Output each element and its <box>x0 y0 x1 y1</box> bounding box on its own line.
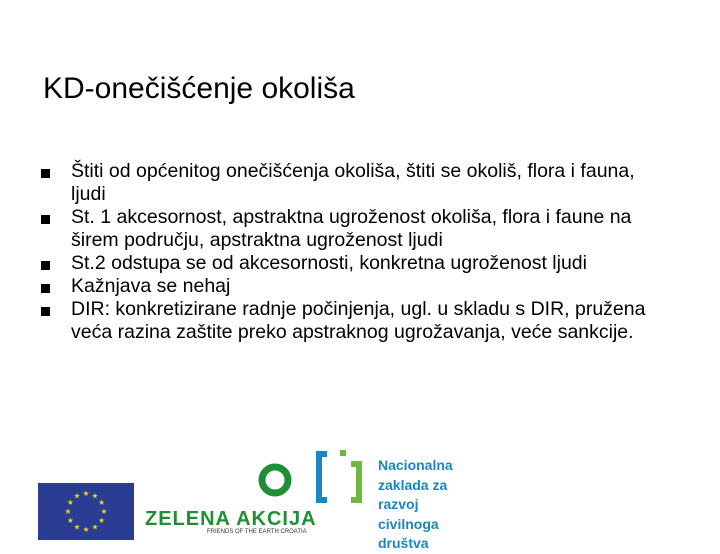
list-item <box>40 206 670 252</box>
nzcd-line: civilnoga <box>378 515 439 532</box>
eu-flag-icon <box>38 483 134 540</box>
list-item <box>40 298 670 344</box>
bullet-text: Kažnjava se nehaj <box>71 275 231 297</box>
slide-title: KD-onečišćenje okoliša <box>43 72 355 105</box>
square-bullet-icon <box>41 284 50 293</box>
zelena-akcija-name: ZELENA AKCIJA <box>145 508 317 530</box>
list-item <box>40 160 670 206</box>
bullet-text: St. 1 akcesornost, apstraktna ugroženost okoliša, flora i faune na širem području, apstraktna ugroženost ljudi <box>71 206 632 251</box>
bullet-list <box>40 160 670 344</box>
nzcd-line: razvoj <box>378 496 419 512</box>
nzcd-line: društva <box>378 535 429 551</box>
nzcd-logo-text <box>378 456 453 554</box>
nzcd-line: Nacionalna <box>378 457 453 473</box>
square-bullet-icon <box>41 169 50 178</box>
list-item <box>40 275 670 298</box>
zelena-akcija-logo <box>145 462 317 540</box>
bullet-text: St.2 odstupa se od akcesornosti, konkretna ugroženost ljudi <box>71 252 587 274</box>
nzcd-line: zaklada za <box>378 476 448 493</box>
nzcd-brackets-icon <box>313 450 373 506</box>
square-bullet-icon <box>41 261 50 270</box>
bullet-text: DIR: konkretizirane radnje počinjenja, ugl. u skladu s DIR, pružena veća razina zaštite preko apstraknog ugrožavanja, veće sankcije. <box>71 298 646 343</box>
square-bullet-icon <box>41 215 50 224</box>
square-bullet-icon <box>41 307 50 316</box>
zelena-akcija-subtitle: FRIENDS OF THE EARTH CROATIA <box>207 529 307 535</box>
green-ring-icon <box>257 462 293 498</box>
logo-bar <box>0 450 720 551</box>
list-item <box>40 252 670 275</box>
bullet-text: Štiti od općenitog onečišćenja okoliša, štiti se okoliš, flora i fauna, ljudi <box>71 160 635 205</box>
